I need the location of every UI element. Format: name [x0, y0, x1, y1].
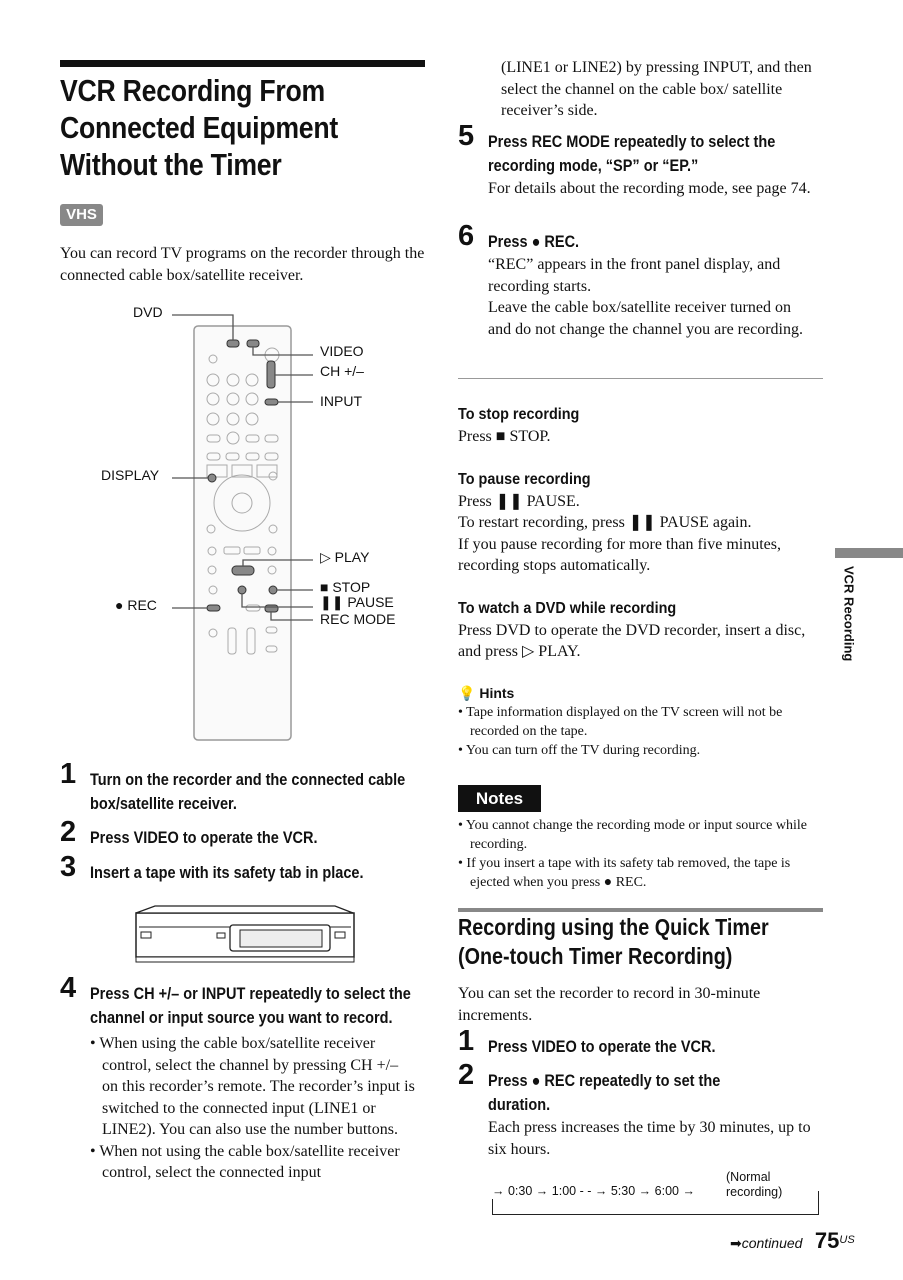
remote-diagram — [100, 295, 420, 745]
title-line: (One-touch Timer Recording) — [458, 943, 733, 969]
notes-badge: Notes — [458, 785, 541, 812]
hints-section — [458, 684, 823, 760]
step-number: 6 — [458, 220, 475, 252]
step-number: 3 — [60, 851, 77, 883]
notes-list — [458, 816, 823, 892]
step-number: 2 — [60, 816, 77, 848]
title-rule — [60, 60, 425, 67]
step-body: “REC” appears in the front panel display, and recording starts. — [488, 256, 781, 295]
step-number: 4 — [60, 972, 77, 1004]
label-rec-mode: REC MODE — [320, 611, 396, 627]
section-text: Press DVD to operate the DVD recorder, insert a disc, and press ▷ PLAY. — [458, 621, 806, 660]
seq-item: 5:30 — [610, 1184, 636, 1198]
continued-label: continued — [741, 1235, 803, 1251]
stop-section — [458, 404, 828, 447]
label-input: INPUT — [320, 393, 362, 409]
bullet-item: • When using the cable box/satellite receiver control, select the channel by pressing CH +/– on this recorder’s remote. The recorder’s input is switched to the connected input (LINE1 or LINE2). You can also use the number buttons. — [90, 1035, 415, 1138]
title-line: Recording using the Quick Timer — [458, 914, 769, 940]
section-heading: To pause recording — [458, 471, 591, 488]
seq-item-normal: (Normal recording) — [726, 1170, 796, 1200]
step-number: 1 — [60, 758, 77, 790]
quick-step-2 — [458, 1059, 828, 1160]
step-title: Press VIDEO to operate the VCR. — [488, 1038, 716, 1056]
seq-item: 0:30 — [507, 1184, 533, 1198]
remote-control-illustration — [100, 295, 420, 745]
bullet-item: • When not using the cable box/satellite receiver control, select the connected input — [90, 1142, 400, 1181]
note-text: If you insert a tape with its safety tab removed, the tape is ejected when you press ● REC. — [466, 856, 791, 890]
page-suffix: US — [839, 1234, 855, 1246]
title-line: VCR Recording From — [60, 73, 325, 108]
step-title: Press VIDEO to operate the VCR. — [90, 829, 318, 847]
section-text: To restart recording, press ❚❚ PAUSE again. — [458, 514, 752, 531]
footer — [730, 1230, 855, 1255]
section-rule — [458, 908, 823, 912]
section-text: Press ■ STOP. — [458, 427, 551, 445]
step-body — [90, 1033, 415, 1184]
hint-text: You can turn off the TV during recording. — [465, 743, 701, 758]
quick-timer-title — [458, 913, 819, 971]
seq-item: 6:00 — [654, 1184, 679, 1198]
section-heading: To watch a DVD while recording — [458, 600, 677, 617]
step-1 — [60, 758, 430, 816]
page-title — [60, 72, 430, 183]
vhs-badge: VHS — [60, 204, 103, 226]
section-text: If you pause recording for more than five minutes, recording stops automatically. — [458, 535, 782, 574]
hint-item: • Tape information displayed on the TV screen will not be recorded on the tape. — [458, 705, 783, 739]
step-body: For details about the recording mode, see page 74. — [488, 180, 811, 197]
hint-item: • You can turn off the TV during recording. — [458, 743, 701, 758]
label-ch: CH +/– — [320, 363, 364, 379]
step-body: Each press increases the time by 30 minutes, up to six hours. — [488, 1119, 811, 1158]
bullet-text: When using the cable box/satellite receiver control, select the channel by pressing CH +/– on this recorder’s remote. The recorder’s input is switched to the connected input (LINE1 or LINE2). You can also use the number buttons. — [99, 1035, 415, 1138]
step-title: Press ● REC. — [488, 233, 580, 251]
step-5 — [458, 120, 828, 200]
pause-section — [458, 469, 828, 577]
label-video: VIDEO — [320, 343, 364, 359]
title-line: Connected Equipment — [60, 110, 339, 145]
title-line: Without the Timer — [60, 147, 282, 182]
quick-step-1 — [458, 1025, 828, 1059]
step-4-continued: (LINE1 or LINE2) by pressing INPUT, and then select the channel on the cable box/ satellite receiver’s side. — [501, 59, 812, 119]
step-title: Press CH +/– or INPUT repeatedly to select the channel or input source you want to record. — [90, 985, 411, 1027]
quick-intro: You can set the recorder to record in 30-minute increments. — [458, 985, 761, 1024]
arrow-right-icon: ➡ — [730, 1235, 742, 1251]
label-stop: ■ STOP — [320, 579, 371, 595]
step-number: 1 — [458, 1025, 475, 1057]
step-title: Press ● REC repeatedly to set the duration. — [488, 1072, 721, 1114]
divider — [458, 378, 823, 379]
watch-section — [458, 598, 828, 663]
step-6 — [458, 220, 828, 340]
note-text: You cannot change the recording mode or input source while recording. — [465, 818, 807, 852]
bullet-text: When not using the cable box/satellite receiver control, select the connected input — [99, 1142, 400, 1181]
side-tab-bar — [835, 548, 903, 558]
section-heading: To stop recording — [458, 406, 580, 423]
note-item: • You cannot change the recording mode or input source while recording. — [458, 818, 807, 852]
note-item: • If you insert a tape with its safety tab removed, the tape is ejected when you press ● REC. — [458, 856, 791, 890]
lightbulb-icon: 💡 — [458, 685, 476, 701]
step-body: Leave the cable box/satellite receiver turned on and do not change the channel you are recording. — [488, 299, 803, 338]
hint-text: Tape information displayed on the TV screen will not be recorded on the tape. — [466, 705, 783, 739]
step-title: Press REC MODE repeatedly to select the recording mode, “SP” or “EP.” — [488, 133, 776, 175]
seq-item: 1:00 — [551, 1184, 577, 1198]
label-display: DISPLAY — [101, 467, 160, 483]
side-tab-label: VCR Recording — [841, 566, 857, 662]
step-title: Turn on the recorder and the connected cable box/satellite receiver. — [90, 771, 406, 813]
hints-heading: Hints — [479, 685, 515, 701]
step-3 — [60, 851, 430, 885]
page-number: 75 — [814, 1228, 840, 1253]
duration-sequence — [492, 1170, 822, 1216]
label-dvd: DVD — [133, 304, 163, 320]
step-2 — [60, 816, 430, 850]
section-text: Press ❚❚ PAUSE. — [458, 492, 580, 510]
label-play: ▷ PLAY — [320, 549, 370, 565]
sequence-row: → 0:30 → 1:00 - - → 5:30 → 6:00 → — [492, 1184, 695, 1198]
step-number: 2 — [458, 1059, 475, 1091]
label-rec: ● REC — [115, 597, 157, 613]
intro-text: You can record TV programs on the recorder through the connected cable box/satellite receiver. — [60, 245, 425, 284]
step-number: 5 — [458, 120, 475, 152]
label-pause: ❚❚ PAUSE — [320, 594, 394, 610]
step-4 — [60, 972, 430, 1184]
step-title: Insert a tape with its safety tab in place. — [90, 864, 364, 882]
vcr-illustration — [135, 905, 365, 967]
